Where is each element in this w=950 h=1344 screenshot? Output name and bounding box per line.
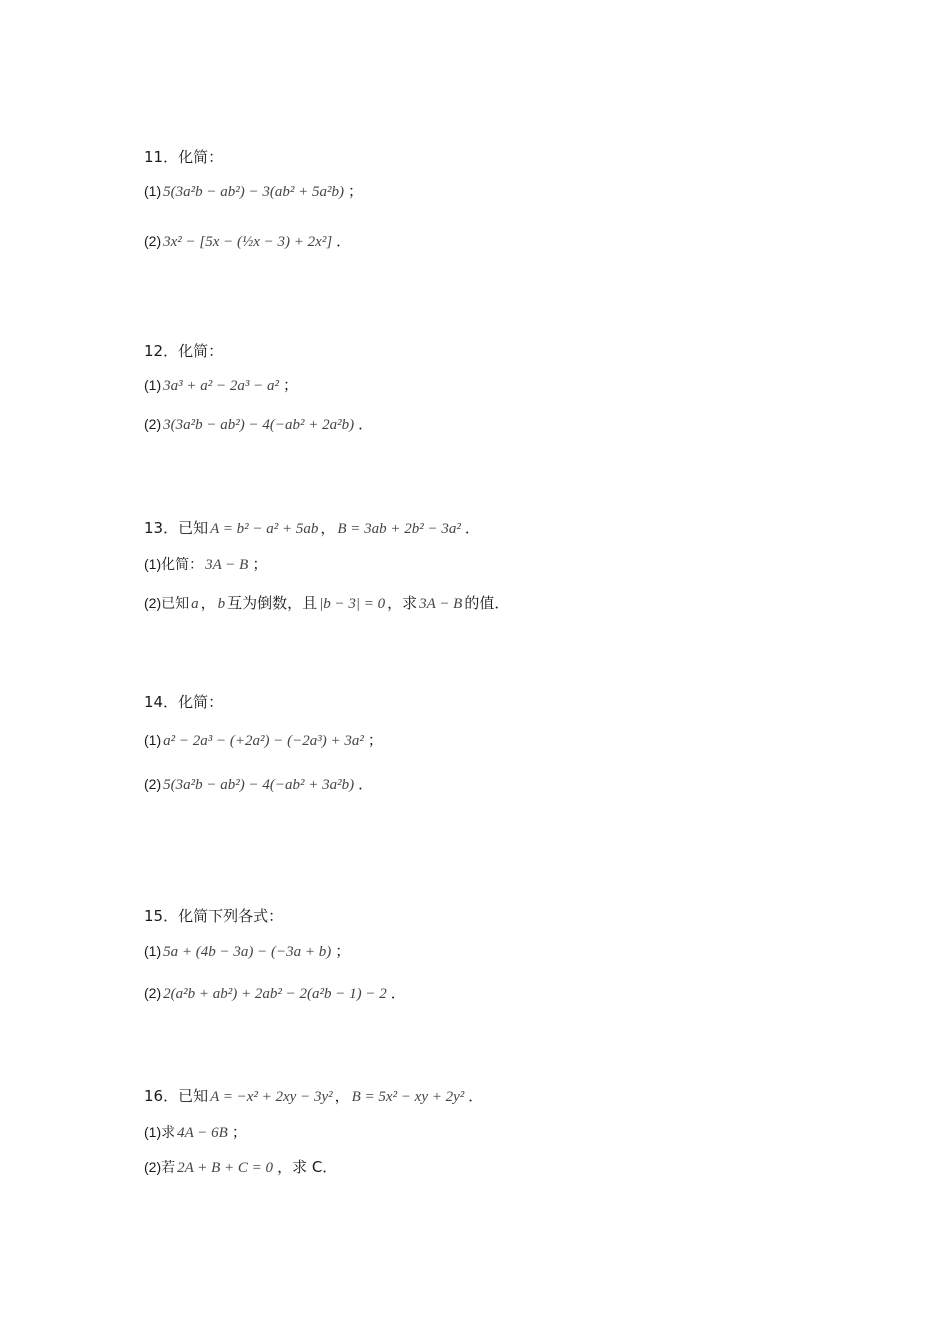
question-12-part-1: (1) 3a³ + a² − 2a³ − a² ； — [144, 376, 298, 394]
question-16-part-1: (1)求 4A − 6B ； — [144, 1123, 247, 1141]
math-expression: |b − 3| = 0 — [319, 596, 386, 612]
math-expression: A = −x² + 2xy − 3y² — [210, 1089, 333, 1105]
math-expression: 5(3a²b − ab²) − 3(ab² + 5a²b) — [163, 184, 344, 200]
math-expression: 3x² − [5x − (½x − 3) + 2x²] — [163, 234, 333, 250]
question-11-part-1: (1) 5(3a²b − ab²) − 3(ab² + 5a²b) ； — [144, 182, 363, 200]
question-12-heading: 12．化简： — [144, 342, 224, 360]
question-14-heading: 14．化简： — [144, 693, 224, 711]
math-expression: 3A − B — [205, 557, 249, 573]
math-expression: 2A + B + C = 0 — [177, 1160, 274, 1176]
question-11-part-2: (2) 3x² − [5x − (½x − 3) + 2x²] ． — [144, 232, 352, 250]
math-expression: 3A − B — [419, 596, 463, 612]
math-expression: 2(a²b + ab²) + 2ab² − 2(a²b − 1) − 2 — [163, 986, 387, 1002]
question-15-part-1: (1) 5a + (4b − 3a) − (−3a + b) ； — [144, 942, 351, 960]
question-13-heading: 13．已知 A = b² − a² + 5ab ， B = 3ab + 2b² − 3a² ． — [144, 519, 480, 537]
question-14-part-2: (2) 5(3a²b − ab²) − 4(−ab² + 3a²b) ． — [144, 775, 374, 793]
math-expression: 3(3a²b − ab²) − 4(−ab² + 2a²b) — [163, 417, 355, 433]
math-expression: B = 3ab + 2b² − 3a² — [337, 521, 461, 537]
math-expression: a² − 2a³ − (+2a²) − (−2a³) + 3a² — [163, 733, 364, 749]
question-16-part-2: (2)若 2A + B + C = 0 ，求 C． — [144, 1158, 338, 1176]
math-expression: 4A − 6B — [177, 1125, 228, 1141]
math-expression: 5a + (4b − 3a) − (−3a + b) — [163, 944, 332, 960]
question-13-part-2: (2)已知 a ， b 互为倒数，且 |b − 3| = 0 ，求 3A − B 的值． — [144, 594, 510, 612]
question-14-part-1: (1) a² − 2a³ − (+2a²) − (−2a³) + 3a² ； — [144, 731, 383, 749]
math-expression: 3a³ + a² − 2a³ − a² — [163, 378, 279, 394]
question-15-part-2: (2) 2(a²b + ab²) + 2ab² − 2(a²b − 1) − 2 ． — [144, 984, 406, 1002]
math-expression: 5(3a²b − ab²) − 4(−ab² + 3a²b) — [163, 777, 355, 793]
math-expression: A = b² − a² + 5ab — [210, 521, 319, 537]
question-13-part-1: (1)化简： 3A − B ； — [144, 555, 268, 573]
question-12-part-2: (2) 3(3a²b − ab²) − 4(−ab² + 2a²b) ． — [144, 415, 374, 433]
math-expression: B = 5x² − xy + 2y² — [351, 1089, 465, 1105]
question-11-heading: 11．化简： — [144, 148, 224, 166]
question-16-heading: 16．已知 A = −x² + 2xy − 3y² ， B = 5x² − xy + 2y² ． — [144, 1087, 484, 1105]
question-15-heading: 15．化简下列各式： — [144, 907, 284, 925]
